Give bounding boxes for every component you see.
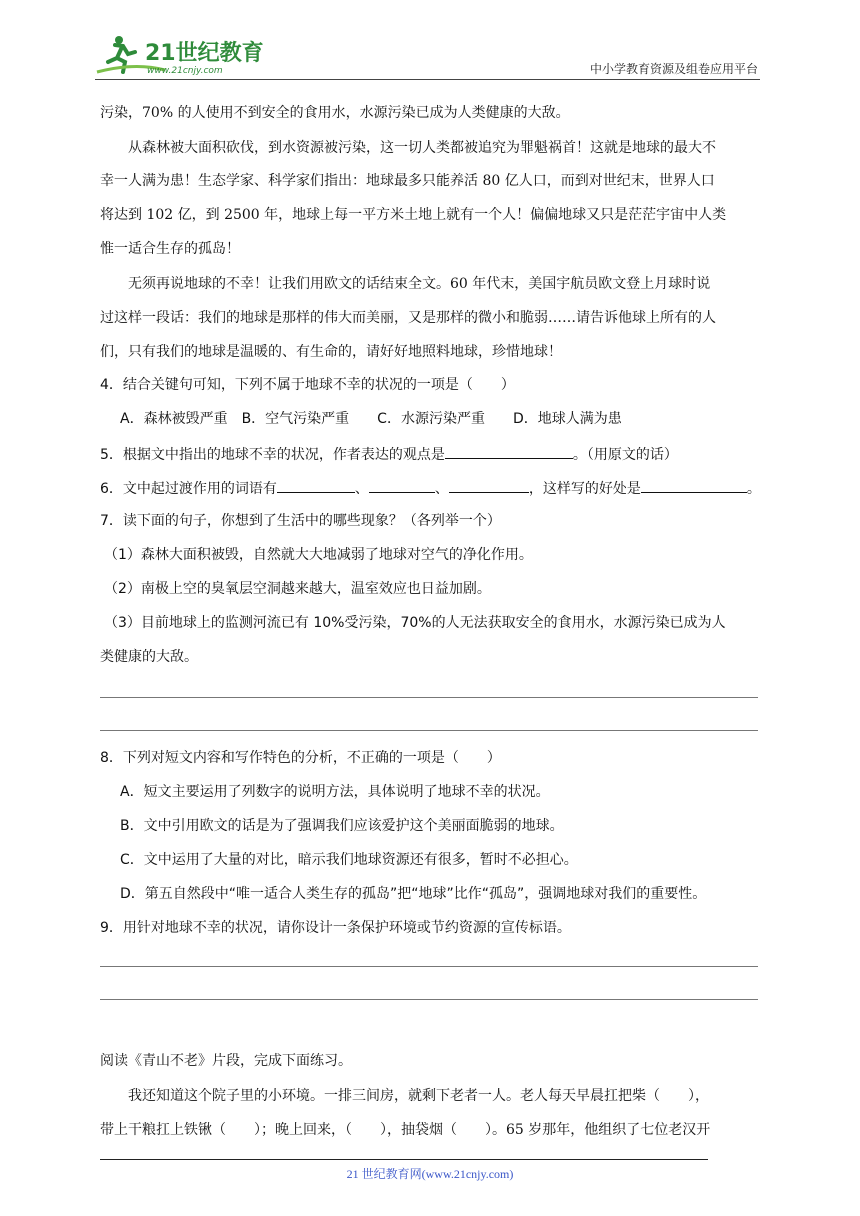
answer-line[interactable]	[100, 999, 758, 1000]
question-6	[100, 478, 761, 498]
footer-divider	[100, 1159, 708, 1160]
passage-line: 带上干粮扛上铁锹（ ）；晚上回来，（ ），抽袋烟（ ）。65 岁那年，他组织了七位老汉开	[100, 1122, 711, 1138]
question-7-sentence-3-cont: 类健康的大敌。	[100, 649, 198, 665]
question-8-option-b: B．文中引用欧文的话是为了强调我们应该爱护这个美丽面脆弱的地球。	[120, 818, 564, 834]
question-7-sentence-2: （2）南极上空的臭氧层空洞越来越大，温室效应也日益加剧。	[104, 581, 491, 597]
passage-line: 们，只有我们的地球是温暖的、有生命的，请好好地照料地球，珍惜地球！	[100, 344, 562, 360]
question-4-options: A．森林被毁严重 B．空气污染严重 C．水源污染严重 D．地球人满为患	[120, 411, 622, 427]
header-divider	[95, 79, 760, 80]
separator: 、	[434, 481, 449, 497]
question-8-option-a: A．短文主要运用了列数字的说明方法，具体说明了地球不幸的状况。	[120, 784, 550, 800]
passage-line: 从森林被大面积砍伐，到水资源被污染，这一切人类都被追究为罪魁祸首！这就是地球的最大不	[128, 140, 716, 156]
page-header	[95, 32, 760, 80]
passage-line: 污染，70% 的人使用不到安全的食用水，水源污染已成为人类健康的大敌。	[100, 105, 570, 121]
answer-blank[interactable]	[641, 478, 747, 493]
question-7-sentence-3: （3）目前地球上的监测河流已有 10%受污染，70%的人无法获取安全的食用水，水源污染已成为人	[104, 615, 726, 631]
question-8: 8．下列对短文内容和写作特色的分析，不正确的一项是（ ）	[100, 750, 501, 766]
question-7: 7．读下面的句子，你想到了生活中的哪些现象？（各列举一个）	[100, 513, 501, 529]
answer-blank[interactable]	[277, 478, 355, 493]
question-8-option-c: C．文中运用了大量的对比，暗示我们地球资源还有很多，暂时不必担心。	[120, 852, 578, 868]
answer-blank[interactable]	[369, 478, 435, 493]
answer-blank[interactable]	[449, 478, 529, 493]
question-9: 9．用针对地球不幸的状况，请你设计一条保护环境或节约资源的宣传标语。	[100, 920, 571, 936]
question-7-sentence-1: （1）森林大面积被毁，自然就大大地减弱了地球对空气的净化作用。	[104, 547, 533, 563]
answer-line[interactable]	[100, 697, 758, 698]
platform-title: 中小学教育资源及组卷应用平台	[589, 62, 758, 76]
passage-line: 我还知道这个院子里的小环境。一排三间房，就剩下老者一人。老人每天早晨扛把柴（ ），	[128, 1088, 709, 1104]
answer-line[interactable]	[100, 730, 758, 731]
question-4: 4．结合关键句可知，下列不属于地球不幸的状况的一项是（ ）	[100, 377, 515, 393]
answer-blank[interactable]	[445, 444, 573, 459]
question-5	[100, 444, 678, 464]
answer-line[interactable]	[100, 966, 758, 967]
passage-2-intro: 阅读《青山不老》片段，完成下面练习。	[100, 1053, 352, 1069]
question-6-text: 6．文中起过渡作用的词语有	[100, 481, 277, 497]
question-5-note: 。（用原文的话）	[572, 447, 678, 463]
site-logo	[95, 32, 265, 76]
period: 。	[746, 481, 761, 497]
separator: 、	[354, 481, 369, 497]
question-6-text-2: ，这样写的好处是	[528, 481, 641, 497]
passage-line: 无须再说地球的不幸！让我们用欧文的话结束全文。60 年代末，美国宇航员欧文登上月球时说	[128, 276, 711, 292]
question-8-option-d: D．第五自然段中“唯一适合人类生存的孤岛”把“地球”比作“孤岛”，强调地球对我们的重要性。	[120, 886, 707, 902]
page-footer: 21 世纪教育网(www.21cnjy.com)	[346, 1167, 514, 1181]
logo-text: 21世纪教育	[145, 41, 264, 66]
passage-line: 惟一适合生存的孤岛！	[100, 241, 240, 257]
passage-line: 幸一人满为患！生态学家、科学家们指出：地球最多只能养活 80 亿人口，而到对世纪末，世界人口	[100, 173, 715, 189]
passage-line: 将达到 102 亿，到 2500 年，地球上每一平方米土地上就有一个人！偏偏地球又只是茫茫宇宙中人类	[100, 207, 727, 223]
passage-line: 过这样一段话：我们的地球是那样的伟大而美丽，又是那样的微小和脆弱……请告诉他球上所有的人	[100, 310, 716, 326]
logo-url: www.21cnjy.com	[147, 66, 223, 76]
question-5-text: 5．根据文中指出的地球不幸的状况，作者表达的观点是	[100, 447, 445, 463]
